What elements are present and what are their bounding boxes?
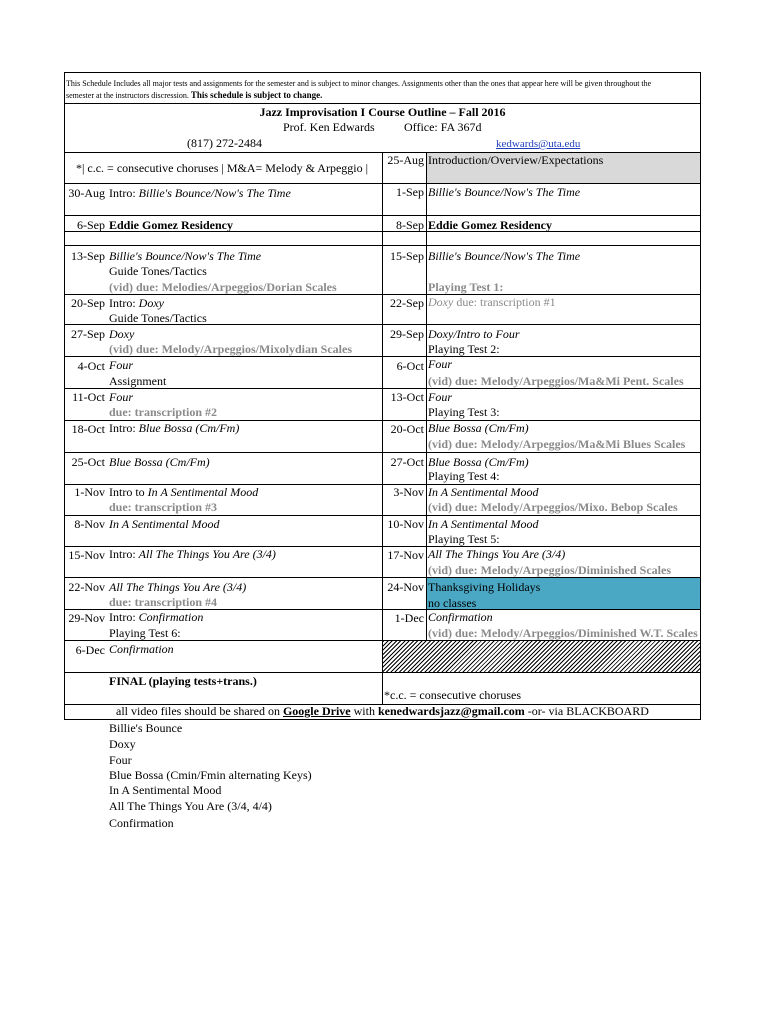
- session-topic: Blue Bossa (Cm/Fm): [109, 455, 210, 469]
- left-date: 25-Oct: [71, 455, 105, 469]
- assignment-due: (vid) due: Melody/Arpeggios/Mixo. Bebop Scales: [428, 500, 678, 514]
- assignment-due: (vid) due: Melody/Arpeggios/Ma&Mi Blues Scales: [428, 437, 686, 451]
- session-topic: Eddie Gomez Residency: [109, 218, 233, 232]
- session-topic-prefix: Intro:: [109, 610, 139, 624]
- right-date: 22-Sep: [390, 296, 424, 310]
- final-exam: FINAL (playing tests+trans.): [109, 674, 257, 688]
- holiday-note: no classes: [428, 596, 477, 610]
- google-drive-link[interactable]: Google Drive: [282, 704, 351, 718]
- playing-test: Playing Test 4:: [428, 469, 500, 483]
- session-topic: In A Sentimental Mood: [147, 485, 259, 499]
- session-topic: Billie's Bounce/Now's The Time: [109, 249, 262, 263]
- right-date: 27-Oct: [390, 455, 424, 469]
- session-topic: Confirmation: [138, 610, 204, 624]
- session-detail: Guide Tones/Tactics: [109, 264, 207, 278]
- session-topic-prefix: Intro to: [109, 485, 148, 499]
- playing-test: Playing Test 5:: [428, 532, 500, 546]
- left-date: 8-Nov: [74, 517, 105, 531]
- session-topic-prefix: Intro:: [109, 296, 139, 310]
- disclaimer-line-1: This Schedule Includes all major tests and assignments for the semester and is subject to minor changes. Assignments other than the ones that appear here will be given throughout the: [66, 79, 652, 88]
- assignment-due: due: transcription #2: [109, 405, 217, 419]
- office-location: Office: FA 367d: [404, 120, 482, 134]
- tune-item: Confirmation: [109, 816, 174, 830]
- disclaimer-line-2: semester at the instructors discression.: [66, 91, 189, 100]
- left-date: 1-Nov: [74, 485, 105, 499]
- right-date: 29-Sep: [390, 327, 424, 341]
- disclaimer-change-note: This schedule is subject to change.: [190, 90, 323, 100]
- instructor-email-link[interactable]: kedwards@uta.edu: [496, 138, 581, 150]
- right-date: 6-Oct: [396, 359, 424, 373]
- session-topic: Billie's Bounce/Now's The Time: [428, 185, 581, 199]
- session-topic: Blue Bossa (Cm/Fm): [138, 421, 240, 435]
- left-date: 4-Oct: [77, 359, 105, 373]
- assignment-due: due: transcription #3: [109, 500, 217, 514]
- session-topic: Doxy: [428, 295, 454, 309]
- left-date: 18-Oct: [71, 422, 105, 436]
- footer-text: all video files should be shared on: [116, 704, 283, 718]
- right-date: 10-Nov: [387, 517, 424, 531]
- session-topic: Introduction/Overview/Expectations: [428, 153, 604, 167]
- video-submission-note: [116, 704, 649, 718]
- footer-text: with: [350, 704, 378, 718]
- hatched-empty-cell: [383, 641, 700, 672]
- right-date: 20-Oct: [390, 422, 424, 436]
- assignment-due: (vid) due: Melody/Arpeggios/Ma&Mi Pent. Scales: [428, 374, 684, 388]
- assignment-due: (vid) due: Melody/Arpeggios/Diminished Scales: [428, 563, 672, 577]
- session-topic: Blue Bossa (Cm/Fm): [428, 421, 529, 435]
- holiday-label: Thanksgiving Holidays: [428, 580, 541, 594]
- session-detail: Guide Tones/Tactics: [109, 311, 207, 325]
- session-topic: In A Sentimental Mood: [109, 517, 220, 531]
- left-date: 29-Nov: [68, 611, 105, 625]
- session-topic: All The Things You Are (3/4): [109, 580, 247, 594]
- submission-email[interactable]: kenedwardsjazz@gmail.com: [377, 704, 525, 718]
- session-topic: Four: [428, 390, 452, 404]
- right-date: 3-Nov: [393, 485, 424, 499]
- session-detail: Playing Test 6:: [109, 626, 181, 640]
- assignment-due: (vid) due: Melodies/Arpeggios/Dorian Scales: [109, 280, 337, 294]
- left-date: 6-Sep: [77, 218, 105, 232]
- tune-item: Billie's Bounce: [109, 721, 183, 735]
- session-topic-prefix: Intro:: [109, 547, 139, 561]
- session-topic: Doxy: [138, 296, 164, 310]
- right-date: 17-Nov: [387, 548, 424, 562]
- session-topic: In A Sentimental Mood: [428, 517, 539, 531]
- cc-legend-note: *c.c. = consecutive choruses: [384, 688, 522, 702]
- tune-item: All The Things You Are (3/4, 4/4): [109, 799, 272, 813]
- session-topic: All The Things You Are (3/4): [138, 547, 276, 561]
- left-date: 15-Nov: [68, 548, 105, 562]
- session-topic: Confirmation: [109, 642, 174, 656]
- right-date: 25-Aug: [387, 153, 424, 167]
- course-title: Jazz Improvisation I Course Outline – Fall 2016: [259, 105, 506, 119]
- legend-text: *| c.c. = consecutive choruses | M&A= Melody & Arpeggio |: [76, 161, 369, 175]
- right-date: 13-Oct: [390, 390, 424, 404]
- right-date: 24-Nov: [387, 580, 424, 594]
- left-date: 27-Sep: [71, 327, 105, 341]
- tune-item: Doxy: [109, 737, 136, 751]
- phone-number: (817) 272-2484: [187, 136, 262, 150]
- session-topic: Four: [109, 358, 133, 372]
- assignment-due: due: transcription #1: [453, 295, 556, 309]
- tune-item: In A Sentimental Mood: [109, 783, 222, 797]
- left-date: 22-Nov: [68, 580, 105, 594]
- session-topic: Four: [109, 390, 133, 404]
- session-topic: Billie's Bounce/Now's The Time: [428, 249, 581, 263]
- session-topic: Doxy: [109, 327, 135, 341]
- playing-test: Playing Test 3:: [428, 405, 500, 419]
- left-date: 11-Oct: [72, 390, 105, 404]
- footer-text: -or- via BLACKBOARD: [524, 704, 649, 718]
- session-topic: Eddie Gomez Residency: [428, 218, 552, 232]
- session-topic: Four: [428, 357, 452, 371]
- left-date: 30-Aug: [68, 186, 105, 200]
- playing-test: Playing Test 2:: [428, 342, 500, 356]
- left-date: 13-Sep: [71, 249, 105, 263]
- right-date: 1-Dec: [394, 611, 424, 625]
- session-topic-prefix: Intro:: [109, 421, 139, 435]
- session-topic: Billie's Bounce/Now's The Time: [138, 186, 291, 200]
- session-topic: Confirmation: [428, 610, 493, 624]
- session-topic: In A Sentimental Mood: [428, 485, 539, 499]
- right-date: 15-Sep: [390, 249, 424, 263]
- tune-item: Four: [109, 753, 132, 767]
- playing-test: Playing Test 1:: [428, 280, 504, 294]
- left-date: 20-Sep: [71, 296, 105, 310]
- session-detail: Assignment: [109, 374, 167, 388]
- instructor-name: Prof. Ken Edwards: [283, 120, 375, 134]
- tune-item: Blue Bossa (Cmin/Fmin alternating Keys): [109, 768, 312, 782]
- left-date: 6-Dec: [75, 643, 105, 657]
- right-date: 8-Sep: [396, 218, 424, 232]
- session-topic: Blue Bossa (Cm/Fm): [428, 455, 529, 469]
- session-topic: Doxy/Intro to Four: [428, 327, 520, 341]
- session-topic: All The Things You Are (3/4): [428, 547, 566, 561]
- session-topic-prefix: Intro:: [109, 186, 139, 200]
- assignment-due: (vid) due: Melody/Arpeggios/Diminished W.T. Scales: [428, 626, 698, 640]
- right-date: 1-Sep: [396, 185, 424, 199]
- assignment-due: due: transcription #4: [109, 595, 217, 609]
- assignment-due: (vid) due: Melody/Arpeggios/Mixolydian Scales: [109, 342, 352, 356]
